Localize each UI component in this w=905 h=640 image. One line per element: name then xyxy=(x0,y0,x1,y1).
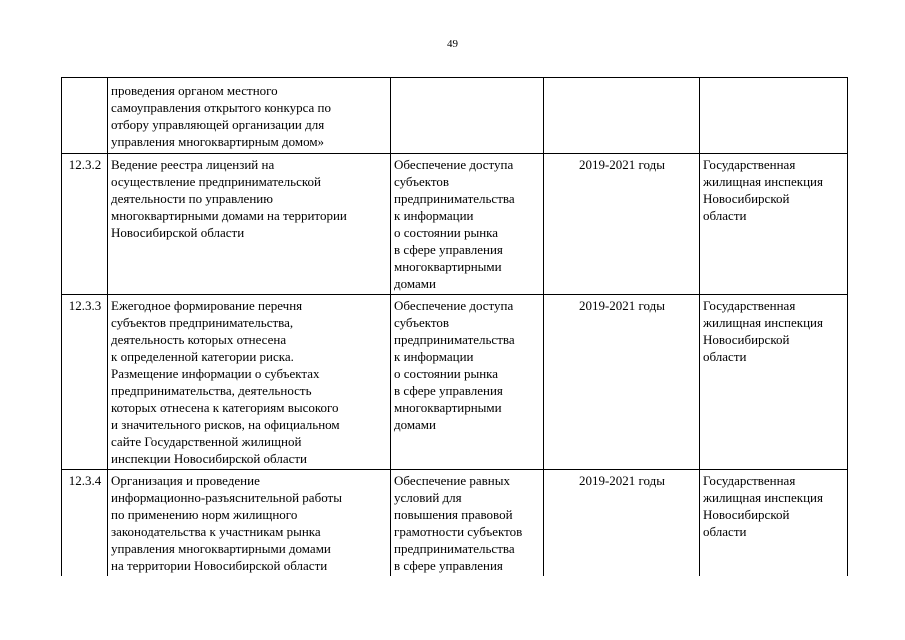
executor-cell xyxy=(700,78,848,154)
table-row xyxy=(62,154,848,295)
period-cell xyxy=(544,78,700,154)
result-cell: Обеспечение равных условий для повышения правовой грамотности субъектов предпринимательства в сфере управления xyxy=(391,470,544,577)
table-row xyxy=(62,78,848,154)
period-cell: 2019-2021 годы xyxy=(544,295,700,470)
item-number-cell: 12.3.3 xyxy=(62,295,108,470)
period-cell: 2019-2021 годы xyxy=(544,154,700,295)
table-row xyxy=(62,295,848,470)
executor-cell: Государственная жилищная инспекция Новосибирской области xyxy=(700,295,848,470)
period-cell: 2019-2021 годы xyxy=(544,470,700,577)
item-number-cell: 12.3.4 xyxy=(62,470,108,577)
executor-cell: Государственная жилищная инспекция Новосибирской области xyxy=(700,470,848,577)
result-cell xyxy=(391,78,544,154)
action-cell: Организация и проведение информационно-разъяснительной работы по применению норм жилищного законодательства к участникам рынка управления многоквартирными домами на территории Новосибирской области xyxy=(108,470,391,577)
result-cell: Обеспечение доступа субъектов предпринимательства к информации о состоянии рынка в сфере управления многоквартирными домами xyxy=(391,295,544,470)
item-number-cell xyxy=(62,78,108,154)
table-row xyxy=(62,470,848,577)
action-cell: Ежегодное формирование перечня субъектов предпринимательства, деятельность которых отнесена к определенной категории риска. Размещение информации о субъектах предпринимательства, деятельность которых отнесена к категориям высокого и значительного рисков, на официальном сайте Государственной жилищной инспекции Новосибирской области xyxy=(108,295,391,470)
action-cell: Ведение реестра лицензий на осуществление предпринимательской деятельности по управлению многоквартирными домами на территории Новосибирской области xyxy=(108,154,391,295)
result-cell: Обеспечение доступа субъектов предпринимательства к информации о состоянии рынка в сфере управления многоквартирными домами xyxy=(391,154,544,295)
action-cell: проведения органом местного самоуправления открытого конкурса по отбору управляющей организации для управления многоквартирным домом» xyxy=(108,78,391,154)
page-number: 49 xyxy=(447,38,458,50)
measures-table xyxy=(61,77,848,576)
item-number-cell: 12.3.2 xyxy=(62,154,108,295)
executor-cell: Государственная жилищная инспекция Новосибирской области xyxy=(700,154,848,295)
